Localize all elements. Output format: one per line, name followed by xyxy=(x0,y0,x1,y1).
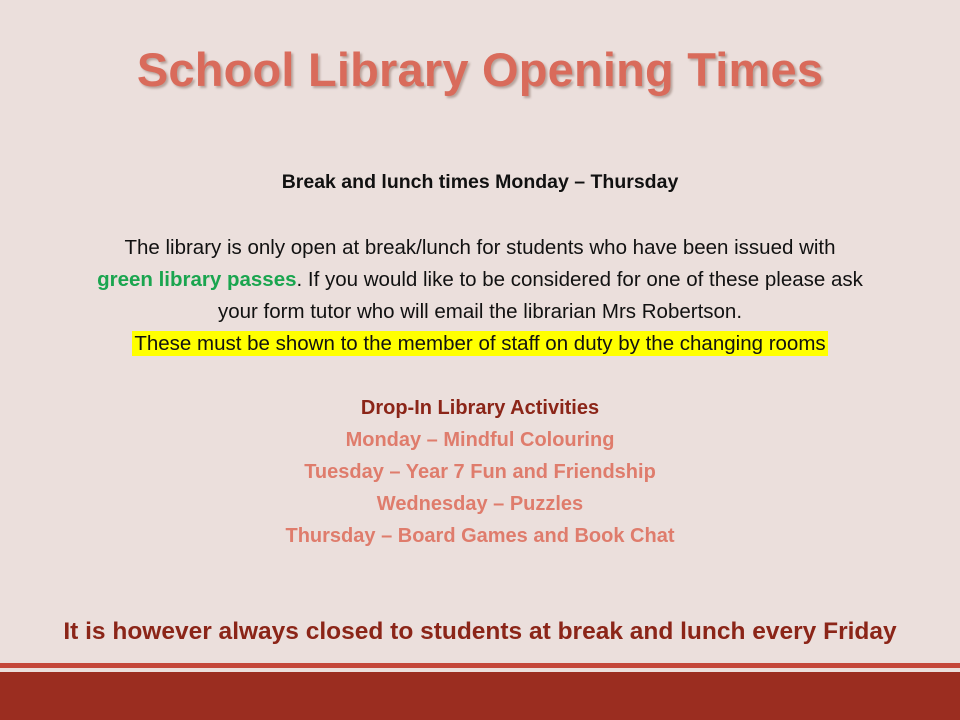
activity-thursday: Thursday – Board Games and Book Chat xyxy=(285,525,675,547)
access-info-paragraph xyxy=(0,232,960,360)
activity-monday: Monday – Mindful Colouring xyxy=(345,429,615,451)
info-line-2 xyxy=(0,264,960,296)
page-title: School Library Opening Times xyxy=(136,43,824,96)
footer-divider xyxy=(0,663,960,668)
activities-list xyxy=(0,392,960,552)
green-pass-text: green library passes xyxy=(97,268,297,291)
info-line-2-rest: . If you would like to be considered for one of these please ask xyxy=(296,268,863,291)
activities-heading: Drop-In Library Activities xyxy=(360,397,600,419)
friday-closed-note: It is however always closed to students at break and lunch every Friday xyxy=(63,618,897,645)
activity-wednesday: Wednesday – Puzzles xyxy=(376,493,584,515)
footer-bar xyxy=(0,672,960,720)
info-line-3: your form tutor who will email the librarian Mrs Robertson. xyxy=(217,300,743,323)
info-line-4 xyxy=(0,328,960,360)
opening-hours-subheading: Break and lunch times Monday – Thursday xyxy=(281,171,679,193)
info-line-1: The library is only open at break/lunch for students who have been issued with xyxy=(124,236,836,259)
activity-tuesday: Tuesday – Year 7 Fun and Friendship xyxy=(304,461,656,483)
highlighted-notice: These must be shown to the member of staff on duty by the changing rooms xyxy=(134,332,826,355)
